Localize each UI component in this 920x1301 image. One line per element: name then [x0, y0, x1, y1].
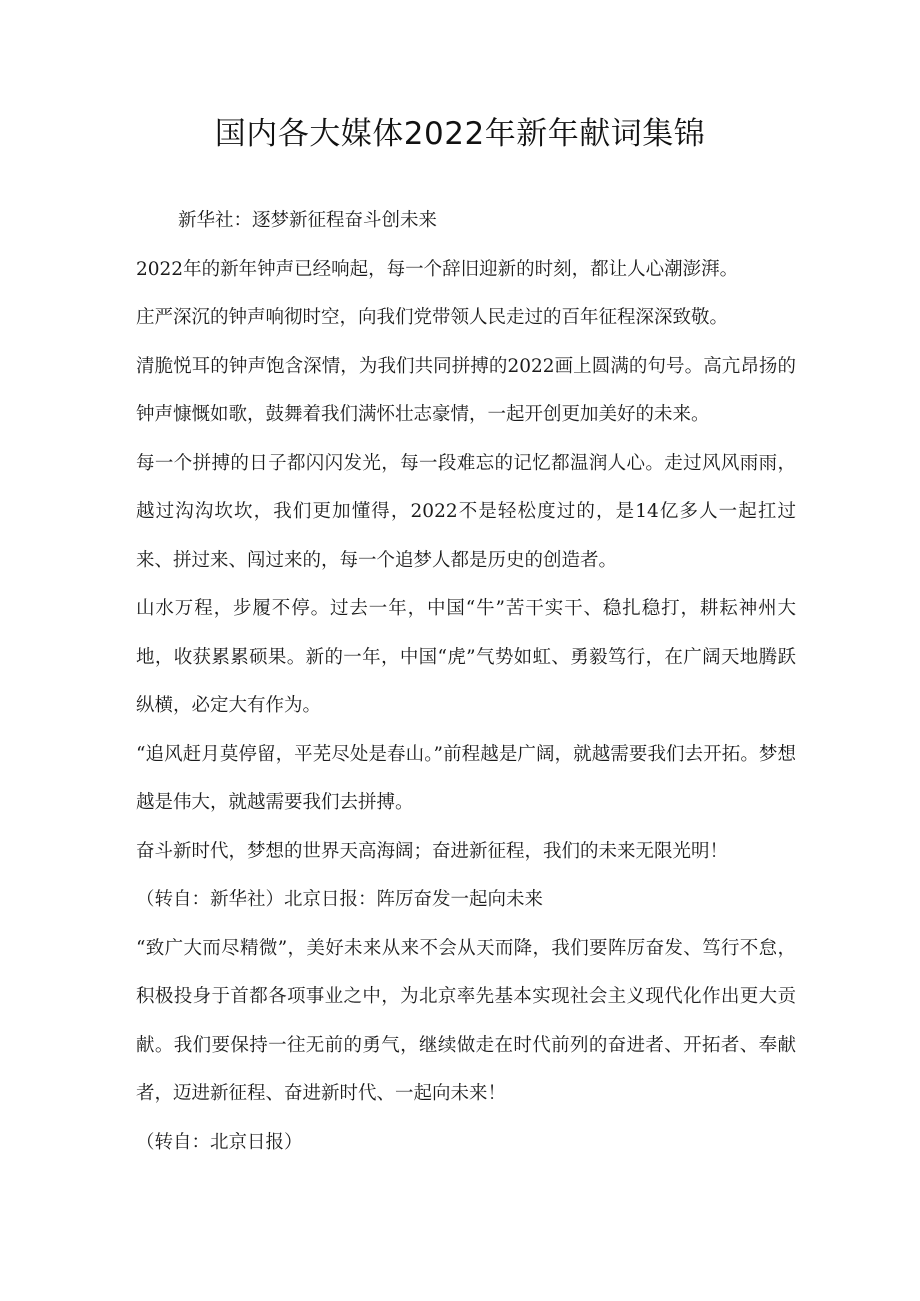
section-heading-xinhua: 新华社：逐梦新征程奋斗创未来: [178, 210, 438, 231]
document-body: [136, 197, 796, 1167]
paragraph: 每一个拼搏的日子都闪闪发光，每一段难忘的记忆都温润人心。走过风风雨雨，越过沟沟坎坎，我们更加懂得，2022不是轻松度过的，是14亿多人一起扛过来、拼过来、闯过来的，每一个追梦人都是历史的创造者。: [136, 452, 796, 571]
paragraph: 山水万程，步履不停。过去一年，中国“牛”苦干实干、稳扎稳打，耕耘神州大地，收获累累硕果。新的一年，中国“虎”气势如虹、勇毅笃行，在广阔天地腾跃纵横，必定大有作为。: [136, 598, 796, 716]
paragraph: “致广大而尽精微”，美好未来从来不会从天而降，我们要阵厉奋发、笃行不怠，积极投身于首都各项事业之中，为北京率先基本实现社会主义现代化作出更大贡献。我们要保持一往无前的勇气，继续做走在时代前列的奋进者、开拓者、奉献者，迈进新征程、奋进新时代、一起向未来！: [136, 937, 796, 1104]
paragraph: 清脆悦耳的钟声饱含深情，为我们共同拼搏的2022画上圆满的句号。高亢昂扬的钟声慷慨如歌，鼓舞着我们满怀壮志豪情，一起开创更加美好的未来。: [136, 355, 796, 425]
source-note: （转自：北京日报）: [136, 1131, 303, 1153]
document-title: 国内各大媒体2022年新年献词集锦: [214, 116, 706, 152]
paragraph: 奋斗新时代，梦想的世界天高海阔；奋进新征程，我们的未来无限光明！: [136, 840, 729, 862]
paragraph: 庄严深沉的钟声响彻时空，向我们党带领人民走过的百年征程深深致敬。: [136, 307, 729, 328]
paragraph: “追风赶月莫停留，平芜尽处是春山。”前程越是广阔，就越需要我们去开拓。梦想越是伟大，就越需要我们去拼搏。: [136, 743, 796, 813]
paragraph: 2022年的新年钟声已经响起，每一个辞旧迎新的时刻，都让人心潮澎湃。: [136, 258, 739, 280]
section-heading-beijing-daily: （转自：新华社）北京日报：阵厉奋发一起向未来: [136, 889, 544, 910]
